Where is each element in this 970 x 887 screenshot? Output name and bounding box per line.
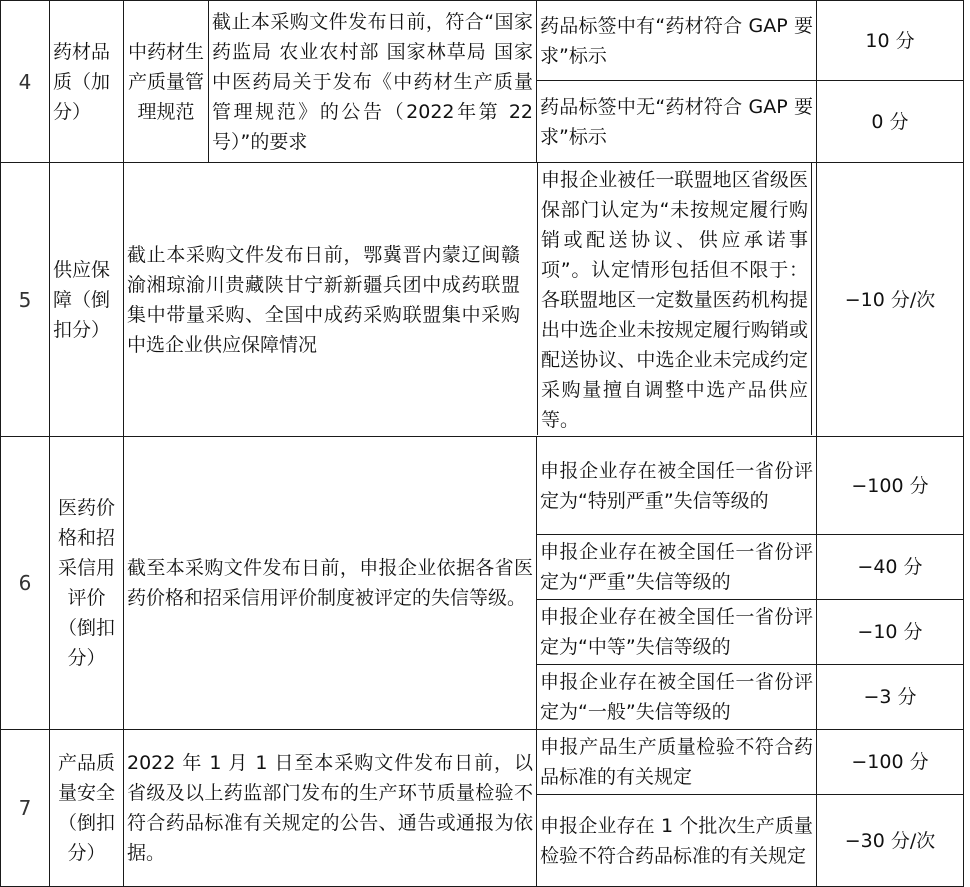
score-cell: −100 分	[817, 437, 964, 535]
table-row	[1, 163, 964, 437]
condition-cell: 申报产品生产质量检验不符合药品标准的有关规定	[537, 730, 817, 795]
score-cell: 0 分	[817, 81, 964, 163]
score-cell: −10 分	[817, 600, 964, 665]
score-cell: −100 分	[817, 730, 964, 795]
row-index: 4	[1, 1, 50, 163]
row-index: 6	[1, 437, 50, 730]
score-cell: −30 分/次	[817, 795, 964, 887]
condition-cell: 申报企业存在被全国任一省份评定为“特别严重”失信等级的	[537, 437, 817, 535]
table-row	[1, 730, 964, 795]
description-cell: 截止本采购文件发布日前，符合“国家药监局 农业农村部 国家林草局 国家中医药局关于发布《中药材生产质量管理规范》的公告（2022年第 22 号）”的要求	[209, 1, 537, 163]
category-cell: 医药价格和招采信用评价（倒扣分）	[50, 437, 124, 730]
score-cell: −3 分	[817, 665, 964, 730]
row-index: 5	[1, 163, 50, 437]
category-cell: 药材品质（加分）	[50, 1, 124, 163]
condition-cell: 药品标签中无“药材符合 GAP 要求”标示	[537, 81, 817, 163]
condition-cell: 申报企业被任一联盟地区省级医保部门认定为“未按规定履行购销或配送协议、供应承诺事项”。认定情形包括但不限于：各联盟地区一定数量医药机构提出中选企业未按规定履行购销或配送协议、中选企业未完成约定采购量擅自调整中选产品供应等。	[537, 163, 812, 435]
table-row	[1, 1, 964, 81]
row-index: 7	[1, 730, 50, 887]
description-cell: 截至本采购文件发布日前，申报企业依据各省医药价格和招采信用评价制度被评定的失信等级。	[124, 437, 537, 730]
condition-cell: 申报企业存在被全国任一省份评定为“中等”失信等级的	[537, 600, 817, 665]
condition-cell: 药品标签中有“药材符合 GAP 要求”标示	[537, 1, 817, 81]
score-cell: −40 分	[817, 535, 964, 600]
condition-cell: 申报企业存在 1 个批次生产质量检验不符合药品标准的有关规定	[537, 795, 817, 887]
category-cell: 产品质量安全（倒扣分）	[50, 730, 124, 887]
condition-cell: 申报企业存在被全国任一省份评定为“严重”失信等级的	[537, 535, 817, 600]
category-cell: 供应保障（倒扣分）	[50, 163, 124, 437]
score-cell: −10 分/次	[817, 163, 964, 437]
subcategory-cell: 中药材生产质量管理规范	[124, 1, 209, 163]
table-row	[1, 437, 964, 535]
description-cell: 2022 年 1 月 1 日至本采购文件发布日前，以省级及以上药监部门发布的生产环节质量检验不符合药品标准有关规定的公告、通告或通报为依据。	[124, 730, 537, 887]
description-cell: 截止本采购文件发布日前，鄂冀晋内蒙辽闽赣渝湘琼渝川贵藏陕甘宁新新疆兵团中成药联盟集中带量采购、全国中成药采购联盟集中采购中选企业供应保障情况	[124, 163, 817, 437]
condition-cell: 申报企业存在被全国任一省份评定为“一般”失信等级的	[537, 665, 817, 730]
score-cell: 10 分	[817, 1, 964, 81]
